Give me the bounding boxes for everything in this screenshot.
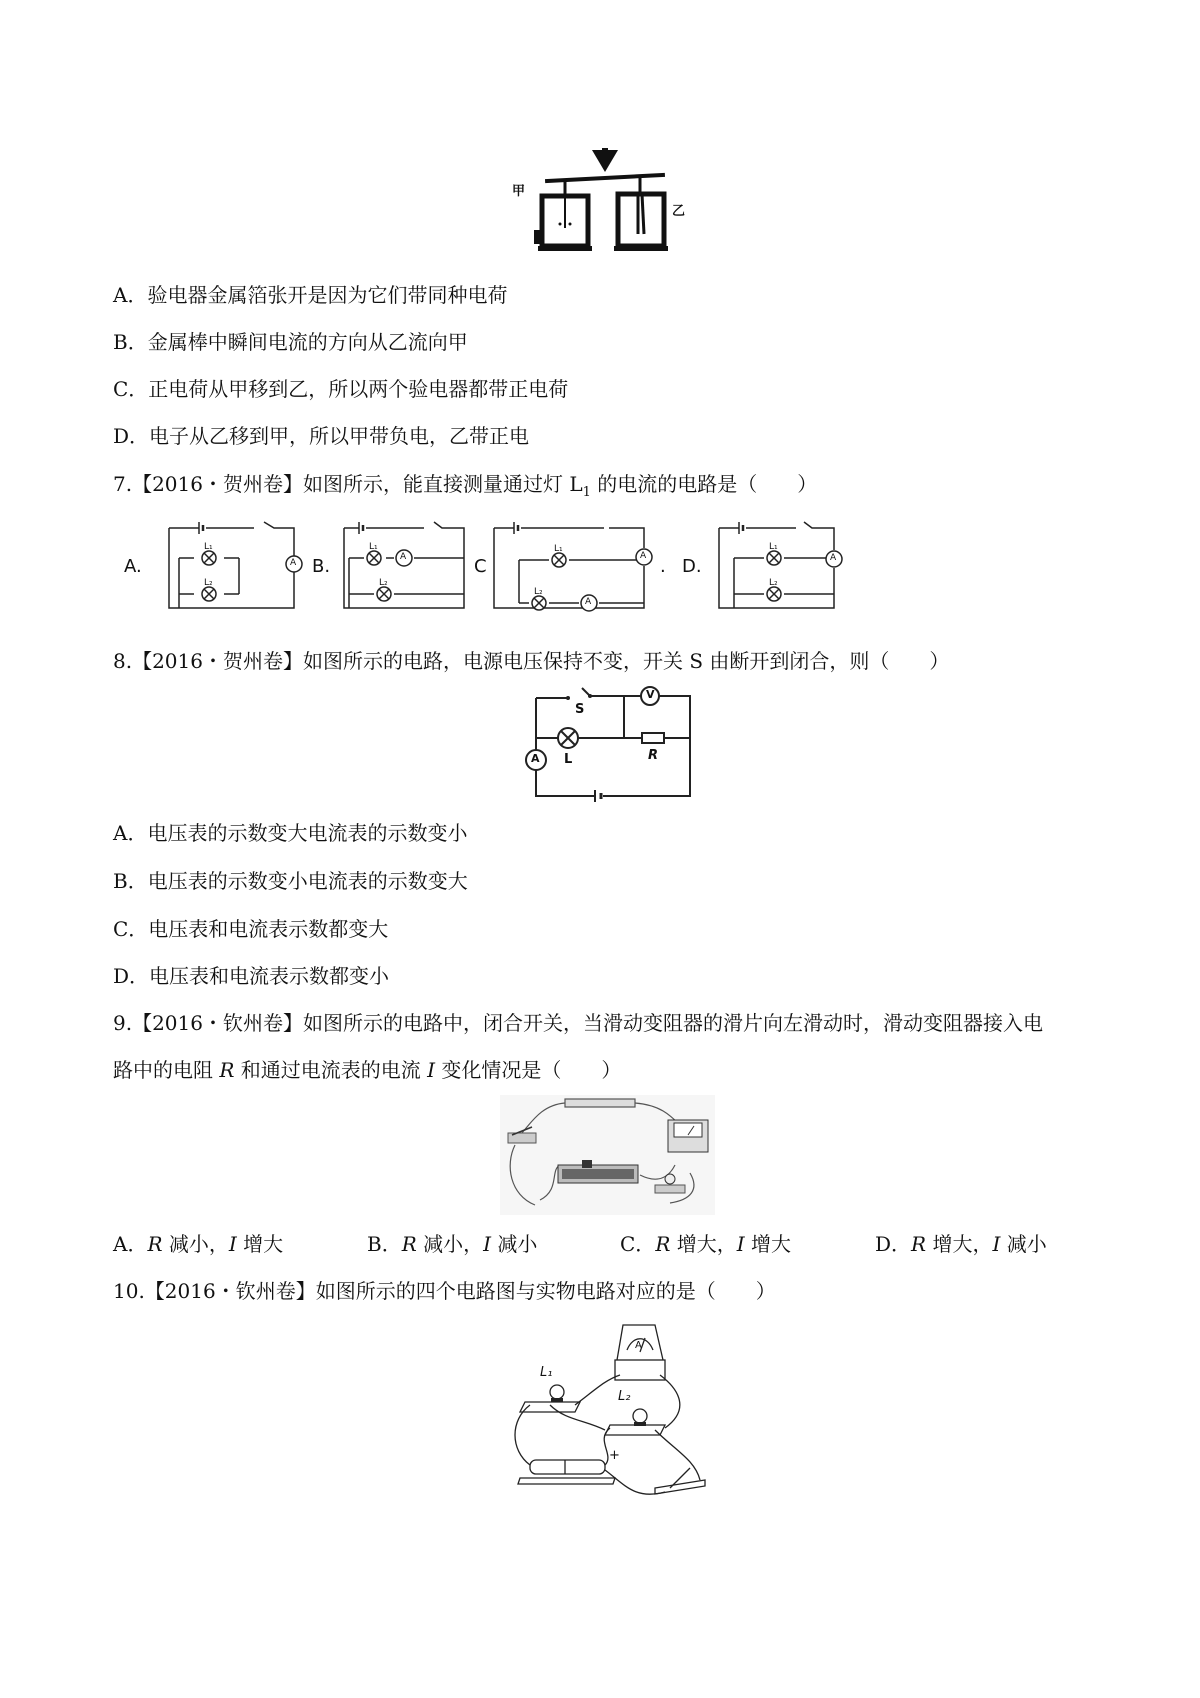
q8-option-b: B．电压表的示数变小电流表的示数变大 <box>113 869 468 893</box>
q7-lamp-label-c2: L₂ <box>534 587 543 597</box>
q7-lamp-label-c1: L₁ <box>554 544 563 554</box>
q6-option-d: D．电子从乙移到甲，所以甲带负电，乙带正电 <box>113 424 530 448</box>
q7-meter-label-a: A <box>290 558 297 568</box>
q10-meter-label: A <box>635 1340 642 1351</box>
electroscope-label-left: 甲 <box>512 184 526 199</box>
q7-lamp-label-a1: L₁ <box>204 542 213 552</box>
electroscope-label-right: 乙 <box>672 204 686 219</box>
q7-label-dot: . <box>660 556 666 577</box>
q7-label-a: A. <box>124 556 142 577</box>
q8-ammeter-label: A <box>531 752 540 765</box>
q7-meter-label-b: A <box>400 552 407 562</box>
q7-stem: 7.【2016・贺州卷】如图所示，能直接测量通过灯 $L_1$ 的电流的电路是（ ） <box>113 472 818 500</box>
q10-stem: 10.【2016・钦州卷】如图所示的四个电路图与实物电路对应的是（ ） <box>113 1279 776 1303</box>
q6-option-a: A．验电器金属箔张开是因为它们带同种电荷 <box>113 283 508 307</box>
q9-option-a: A．R 减小，I 增大 <box>113 1232 284 1256</box>
q6-option-c: C．正电荷从甲移到乙，所以两个验电器都带正电荷 <box>113 377 569 401</box>
q7-circuits-figure <box>124 518 904 618</box>
q7-lamp-label-d2: L₂ <box>769 578 778 588</box>
q10-l1-label: L₁ <box>540 1365 553 1380</box>
q9-stem-line1: 9.【2016・钦州卷】如图所示的电路中，闭合开关，当滑动变阻器的滑片向左滑动时，滑动变阻器接入电 <box>113 1011 1043 1035</box>
q10-l2-label: L₂ <box>618 1389 631 1404</box>
q7-lamp-label-d1: L₁ <box>769 542 778 552</box>
q7-meter-label-d: A <box>830 553 837 563</box>
q7-label-b: B. <box>312 556 331 577</box>
q9-circuit-photo <box>500 1095 715 1215</box>
q7-meter-label-c1: A <box>640 551 647 561</box>
q7-lamp-label-b2: L₂ <box>379 578 388 588</box>
q9-option-c: C．R 增大，I 增大 <box>620 1232 791 1256</box>
q7-meter-label-c2: A <box>585 597 592 607</box>
q7-label-d: D. <box>682 556 702 577</box>
q9-stem-line2: 路中的电阻 R 和通过电流表的电流 I 变化情况是（ ） <box>113 1058 622 1082</box>
q8-circuit-figure <box>520 688 695 803</box>
q10-circuit-drawing <box>505 1320 710 1505</box>
q9-option-d: D．R 增大，I 减小 <box>875 1232 1047 1256</box>
q8-voltmeter-label: V <box>646 688 655 701</box>
q8-lamp-label: L <box>564 752 573 767</box>
q6-option-b: B．金属棒中瞬间电流的方向从乙流向甲 <box>113 330 468 354</box>
q8-resistor-label: R <box>648 748 659 763</box>
q8-switch-label: S <box>575 702 585 717</box>
q8-stem: 8.【2016・贺州卷】如图所示的电路，电源电压保持不变，开关 S 由断开到闭合，则（ ） <box>113 649 950 673</box>
q7-label-c: C <box>474 556 487 577</box>
q7-lamp-label-b1: L₁ <box>369 542 378 552</box>
q8-option-a: A．电压表的示数变大电流表的示数变小 <box>113 821 468 845</box>
electroscope-figure <box>512 148 690 263</box>
q9-option-b: B．R 减小，I 减小 <box>367 1232 538 1256</box>
q8-option-c: C．电压表和电流表示数都变大 <box>113 917 389 941</box>
q7-lamp-label-a2: L₂ <box>204 578 213 588</box>
q10-plus-label: + <box>609 1448 620 1463</box>
q8-option-d: D．电压表和电流表示数都变小 <box>113 964 390 988</box>
